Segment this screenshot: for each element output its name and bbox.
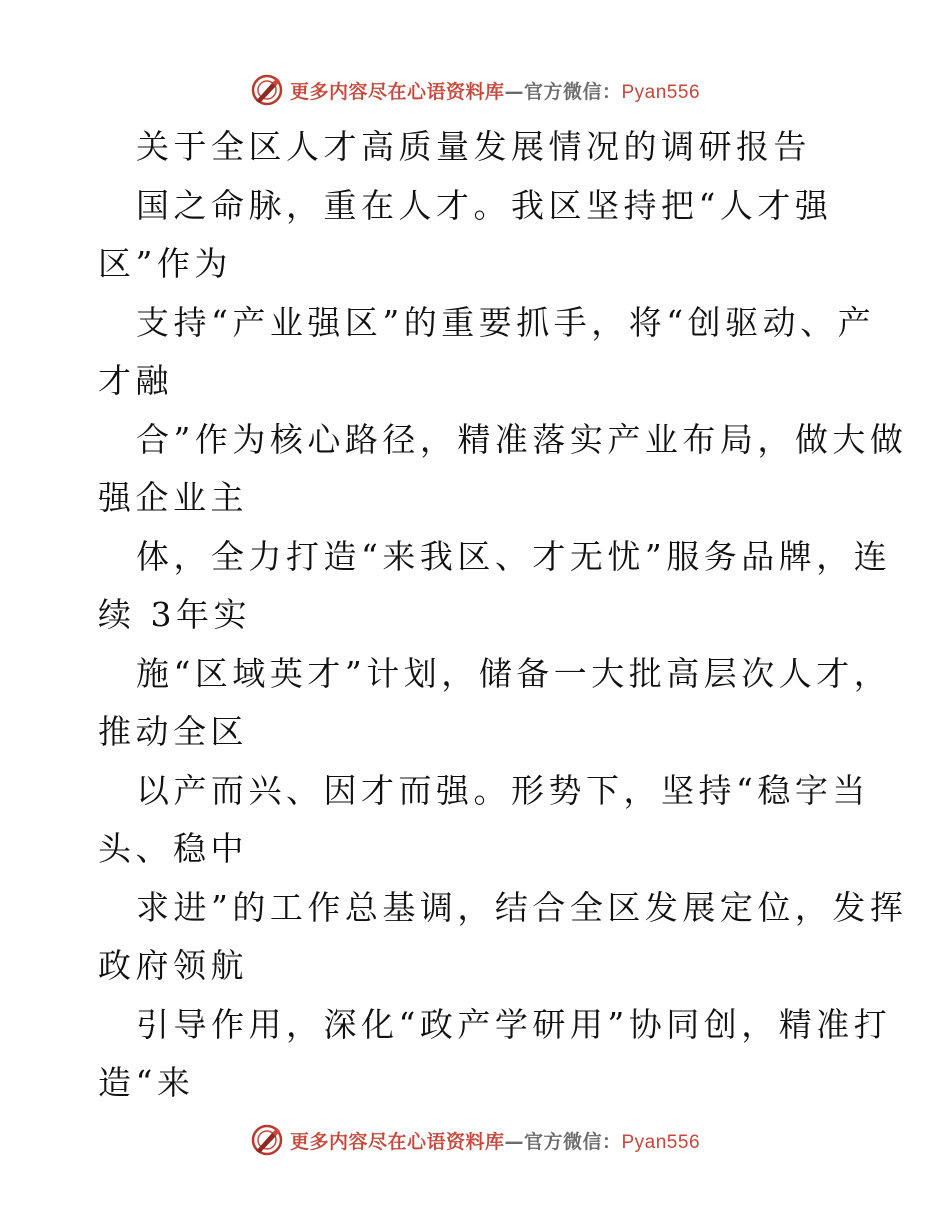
pen-logo-icon [250, 1123, 284, 1157]
text-line: 续 3年实 [98, 595, 251, 634]
text-line: 推动全区 [98, 712, 248, 751]
text-line: 引导作用，深化“政产学研用”协同创，精准打 [136, 1004, 892, 1044]
text-line: 关于全区人才高质量发展情况的调研报告 [136, 127, 811, 166]
text-line: 以产而兴、因才而强。形势下，坚持“稳字当 [136, 770, 870, 810]
pen-logo-icon [250, 73, 284, 107]
text-line: 头、稳中 [98, 829, 248, 868]
text-line: 支持“产业强区”的重要抓手，将“创驱动、产 [136, 302, 876, 342]
text-line: 政府领航 [98, 946, 248, 985]
header-watermark [0, 72, 950, 108]
footer-watermark [0, 1122, 950, 1158]
text-line: 施“区域英才”计划，储备一大批高层次人才， [136, 653, 892, 693]
text-line: 国之命脉，重在人才。我区坚持把“人才强 [136, 185, 833, 225]
text-line: 造“来 [98, 1063, 195, 1102]
watermark-separator: — [504, 80, 524, 103]
watermark-text [290, 1127, 700, 1154]
watermark-separator: — [504, 1130, 524, 1153]
text-line: 体，全力打造“来我区、才无忧”服务品牌，连 [136, 536, 892, 576]
watermark-label: 官方微信： [523, 1130, 622, 1153]
document-body [98, 118, 908, 1113]
watermark-text [290, 77, 700, 104]
watermark-handle: Pyan556 [621, 1131, 701, 1153]
text-line: 合”作为核心路径，精准落实产业布局，做大做 [136, 419, 908, 459]
watermark-brand: 更多内容尽在心语资料库 [289, 1130, 505, 1153]
text-line: 才融 [98, 361, 173, 400]
text-line: 强企业主 [98, 478, 248, 517]
text-line: 求进”的工作总基调，结合全区发展定位，发挥 [136, 887, 908, 927]
watermark-label: 官方微信： [523, 80, 622, 103]
watermark-handle: Pyan556 [621, 81, 701, 103]
text-line: 区”作为 [98, 244, 232, 283]
watermark-brand: 更多内容尽在心语资料库 [289, 80, 505, 103]
